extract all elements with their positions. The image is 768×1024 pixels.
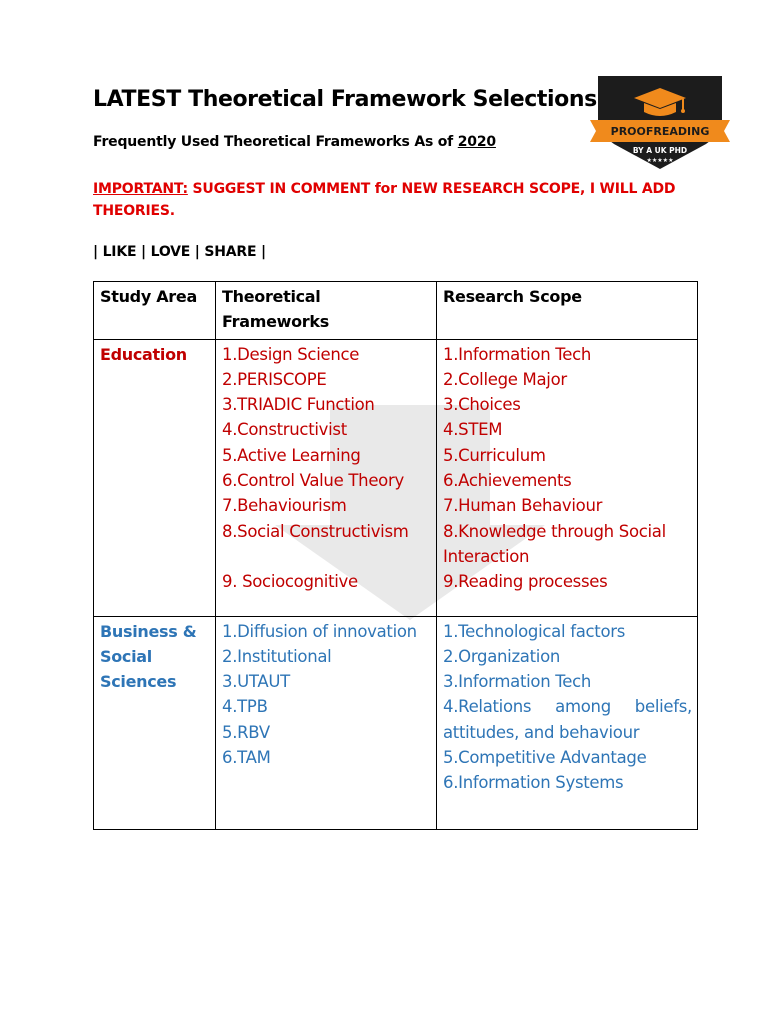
framework-item: 3.TRIADIC Function — [222, 395, 375, 415]
proofreading-logo — [588, 74, 732, 170]
header-study-area: Study Area — [94, 282, 216, 340]
framework-item: 2.Institutional — [222, 646, 332, 666]
framework-item: 1.Diffusion of innovation — [222, 621, 417, 641]
scope-item: 6.Information Systems — [443, 773, 624, 793]
scope-item: 2.Organization — [443, 646, 561, 666]
framework-item: 6.Control Value Theory — [222, 471, 404, 491]
scopes-business — [437, 616, 698, 829]
table-row-education — [94, 339, 698, 616]
framework-item: 5.RBV — [222, 722, 270, 742]
framework-item: 8.Social Constructivism — [222, 521, 409, 541]
scope-item: 5.Competitive Advantage — [443, 748, 647, 768]
scope-item: 1.Information Tech — [443, 344, 592, 364]
header-research-scope: Research Scope — [437, 282, 698, 340]
framework-item: 2.PERISCOPE — [222, 369, 327, 389]
scope-item: 3.Choices — [443, 395, 521, 415]
important-label: IMPORTANT: — [93, 181, 188, 197]
scope-item: 1.Technological factors — [443, 621, 626, 641]
framework-item: 9. Sociocognitive — [222, 571, 358, 591]
important-text: SUGGEST IN COMMENT for NEW RESEARCH SCOPE, I WILL ADD THEORIES. — [93, 181, 676, 219]
framework-item: 1.Design Science — [222, 344, 360, 364]
table-row-business — [94, 616, 698, 829]
scope-item: 7.Human Behaviour — [443, 496, 603, 516]
scope-item: 9.Reading processes — [443, 572, 608, 592]
framework-table — [93, 281, 698, 830]
scope-item: 4.STEM — [443, 420, 503, 440]
scope-item: 4.Relations among beliefs, attitudes, and behaviour — [443, 697, 692, 742]
page-title: LATEST Theoretical Framework Selections — [93, 87, 597, 112]
frameworks-education — [216, 339, 437, 616]
framework-item: 4.TPB — [222, 697, 268, 717]
frameworks-business — [216, 616, 437, 829]
subtitle-prefix: Frequently Used Theoretical Frameworks As of — [93, 134, 454, 150]
scope-item: 6.Achievements — [443, 471, 572, 491]
header-frameworks: Theoretical Frameworks — [216, 282, 437, 340]
table-header-row — [94, 282, 698, 340]
spacer — [222, 544, 431, 569]
framework-item: 6.TAM — [222, 748, 271, 768]
framework-item: 3.UTAUT — [222, 672, 290, 692]
subtitle-year: 2020 — [457, 134, 496, 150]
scope-item: 3.Information Tech — [443, 672, 592, 692]
scopes-education — [437, 339, 698, 616]
like-love-share: | LIKE | LOVE | SHARE | — [93, 244, 266, 260]
subtitle — [93, 134, 496, 150]
framework-item: 7.Behaviourism — [222, 496, 347, 516]
study-area-business: Business & Social Sciences — [94, 616, 216, 829]
logo-text-proofreading: PROOFREADING — [610, 125, 710, 138]
scope-item: 2.College Major — [443, 369, 567, 389]
study-area-education: Education — [94, 339, 216, 616]
framework-item: 4.Constructivist — [222, 420, 347, 440]
scope-item: 8.Knowledge through Social Interaction — [443, 521, 666, 566]
logo-text-phd: BY A UK PHD — [632, 146, 688, 155]
framework-item: 5.Active Learning — [222, 445, 361, 465]
logo-stars: ★★★★★ — [646, 157, 674, 164]
scope-item: 5.Curriculum — [443, 445, 546, 465]
important-notice — [93, 178, 693, 222]
